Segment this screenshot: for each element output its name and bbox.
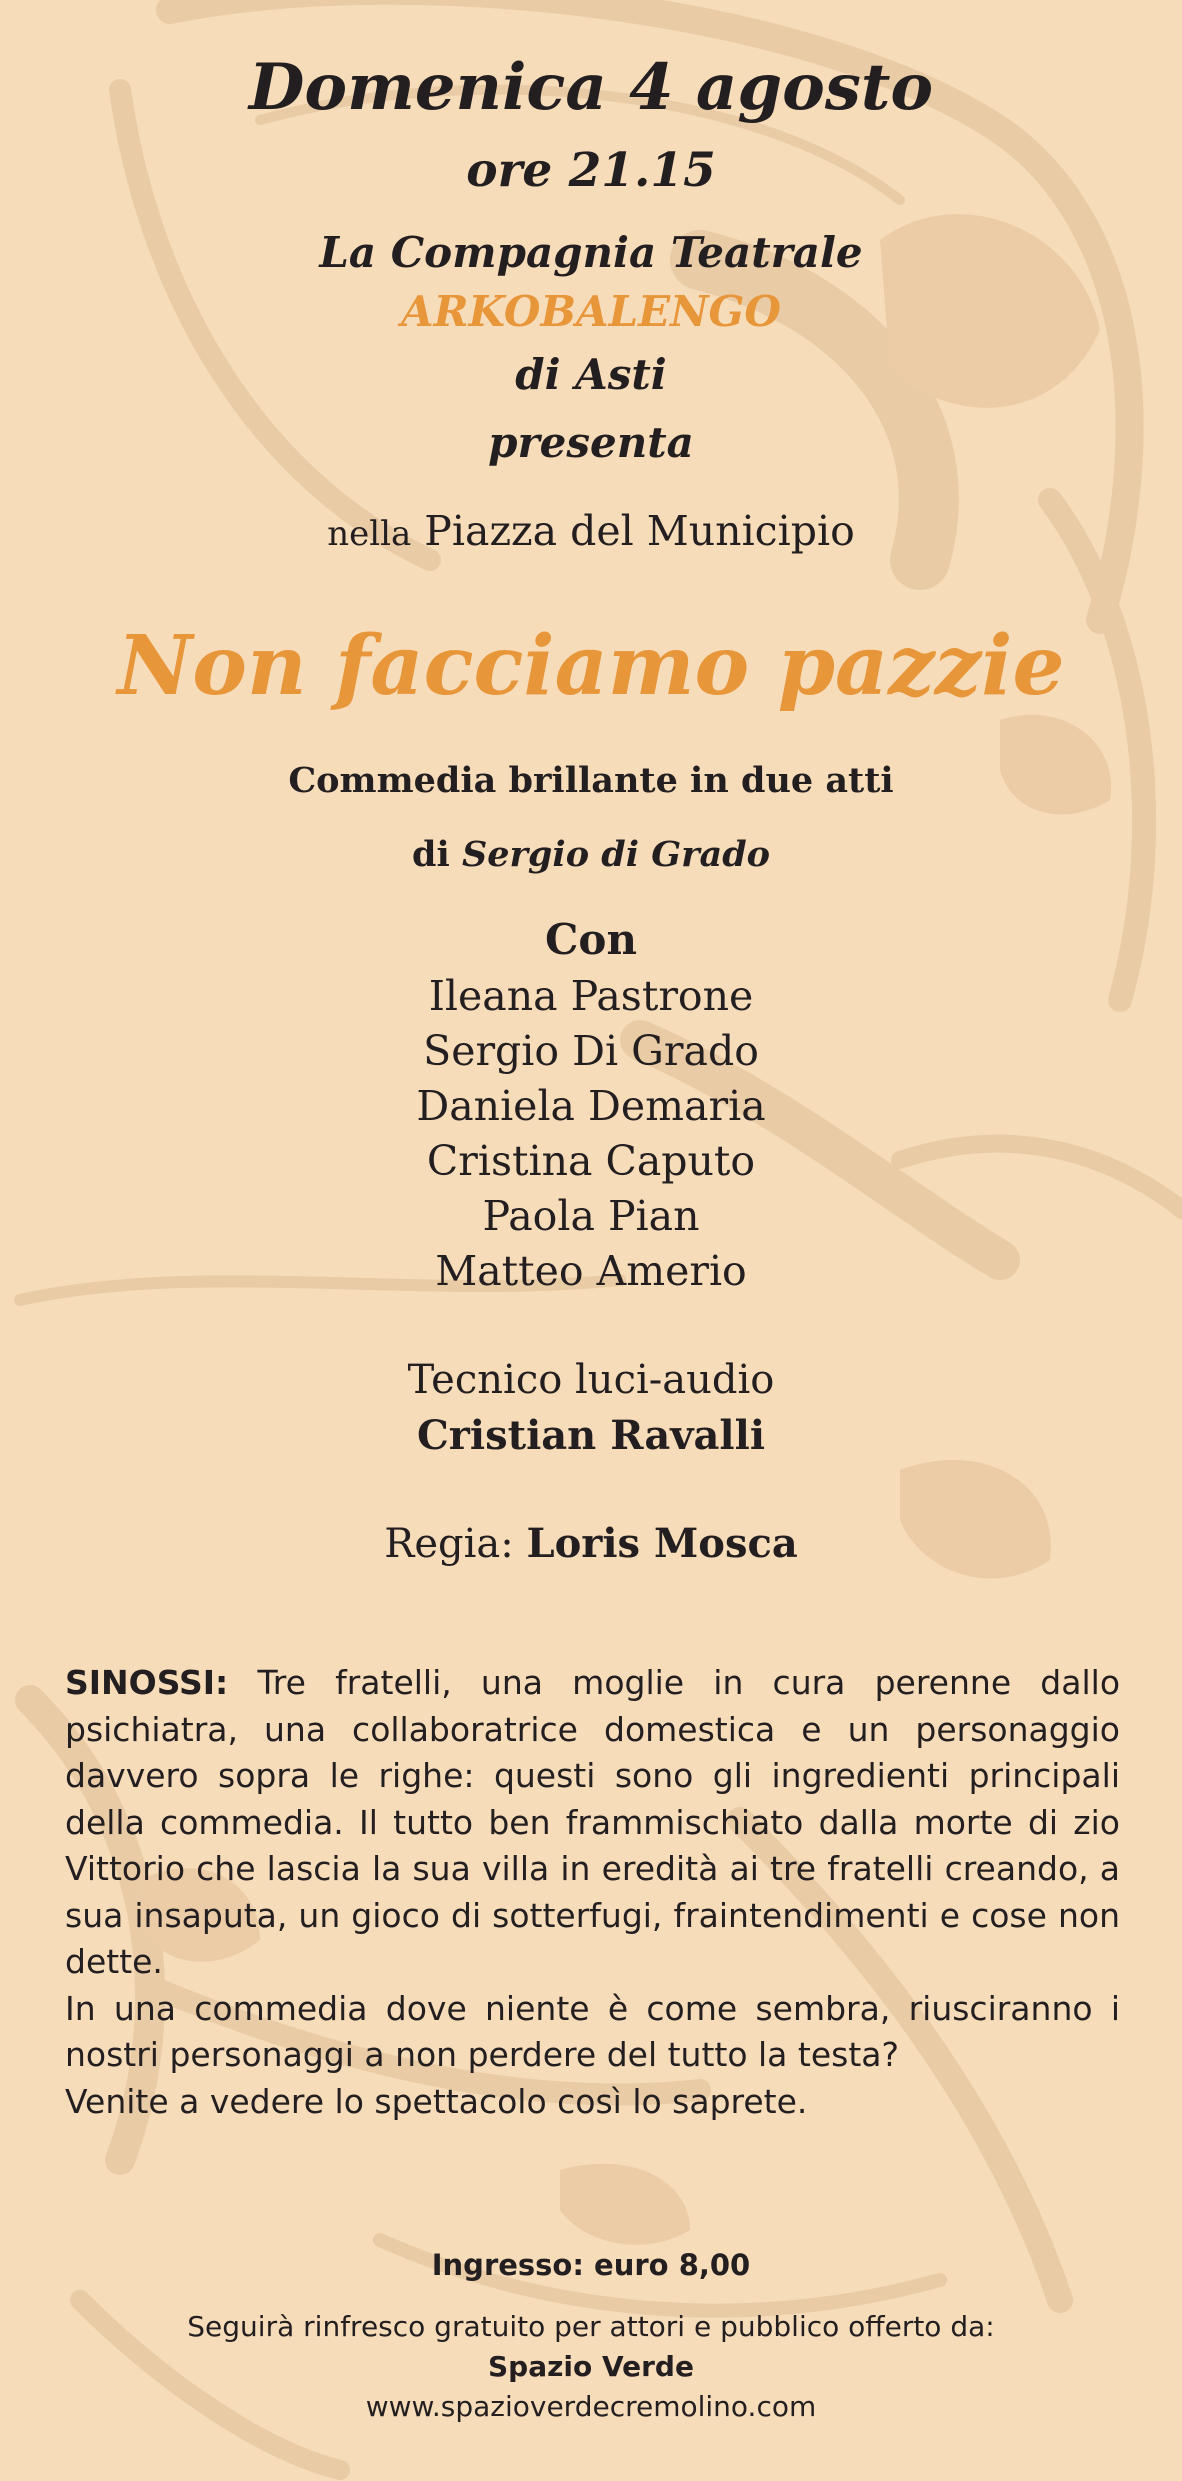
director-name: Loris Mosca (526, 1520, 798, 1567)
venue-name: Piazza del Municipio (424, 507, 855, 555)
cast-member: Ileana Pastrone (428, 972, 754, 1020)
company-name: ARKOBALENGO (401, 287, 781, 336)
company-city: di Asti (515, 350, 667, 399)
director-label: Regia: (384, 1521, 514, 1567)
sponsor-website[interactable]: www.spazioverdecremolino.com (365, 2390, 817, 2423)
venue-line (0, 507, 1182, 555)
cast-member: Paola Pian (482, 1192, 700, 1240)
show-subtitle: Commedia brillante in due atti (288, 760, 894, 801)
synopsis-question: In una commedia dove niente è come sembra, riusciranno i nostri personaggi a non perdere del tutto la testa? (65, 1988, 1120, 2074)
cast-member: Matteo Amerio (435, 1247, 747, 1295)
venue-prefix: nella (327, 514, 412, 554)
author-line (0, 834, 1182, 875)
synopsis-invite: Venite a vedere lo spettacolo così lo saprete. (65, 2081, 808, 2121)
presents-label: presenta (488, 418, 694, 467)
tech-label: Tecnico luci-audio (407, 1357, 775, 1403)
cast-heading: Con (545, 915, 637, 964)
event-date: Domenica 4 agosto (248, 50, 934, 125)
synopsis-label: SINOSSI: (65, 1663, 229, 1702)
synopsis-text: Tre fratelli, una moglie in cura perenne dallo psichiatra, una collaboratrice domestica e un personaggio davvero sopra le righe: questi sono gli ingredienti principali della commedia. Il tutto ben frammischiato dalla morte di zio Vittorio che lascia la sua villa in eredità ai tre fratelli creando, a sua insaputa, un gioco di sotterfugi, fraintendimenti e cose non dette. (65, 1663, 1121, 1981)
refreshment-note: Seguirà rinfresco gratuito per attori e pubblico offerto da: (187, 2310, 995, 2343)
synopsis (65, 1660, 1120, 2125)
tech-name: Cristian Ravalli (416, 1412, 766, 1459)
author-prefix: di (411, 834, 450, 875)
event-time: ore 21.15 (466, 143, 716, 198)
sponsor-name: Spazio Verde (488, 2350, 694, 2383)
cast-member: Sergio Di Grado (423, 1027, 759, 1075)
cast-member: Daniela Demaria (416, 1082, 766, 1130)
company-line: La Compagnia Teatrale (319, 228, 863, 277)
show-title: Non facciamo pazzie (117, 618, 1065, 714)
author-name: Sergio di Grado (461, 834, 771, 875)
ticket-price: Ingresso: euro 8,00 (431, 2248, 751, 2282)
synopsis-paragraph (65, 1660, 1120, 1986)
director-line (0, 1520, 1182, 1567)
cast-member: Cristina Caputo (426, 1137, 756, 1185)
